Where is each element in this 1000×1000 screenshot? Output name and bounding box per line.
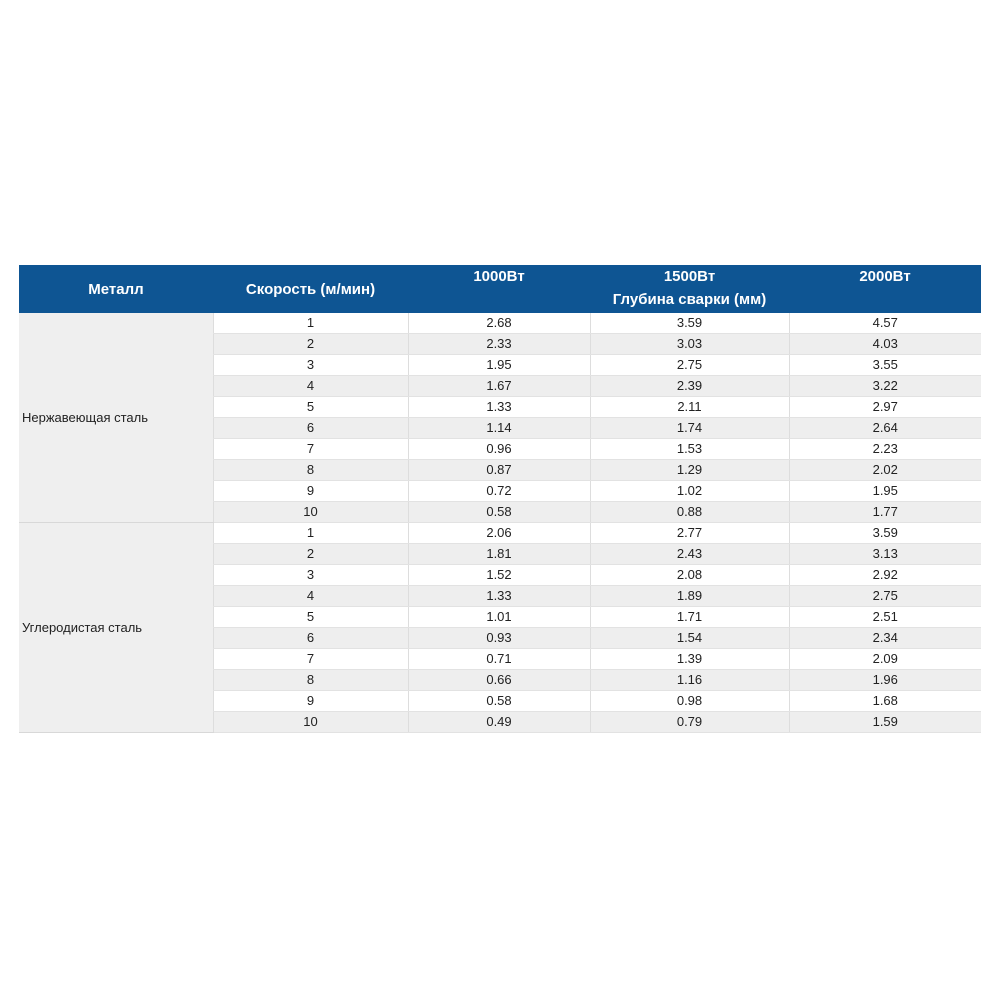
metal-cell: Углеродистая сталь bbox=[19, 523, 213, 733]
depth-2000-cell: 4.03 bbox=[789, 334, 981, 355]
depth-2000-cell: 3.13 bbox=[789, 544, 981, 565]
table-header-row bbox=[19, 265, 981, 313]
depth-1500-cell: 1.29 bbox=[590, 460, 789, 481]
table-row bbox=[19, 313, 981, 334]
metal-cell: Нержавеющая сталь bbox=[19, 313, 213, 523]
depth-2000-cell: 2.51 bbox=[789, 607, 981, 628]
depth-1500-cell: 0.98 bbox=[590, 691, 789, 712]
speed-cell: 1 bbox=[213, 313, 408, 334]
header-power-1500 bbox=[590, 265, 789, 313]
depth-1500-cell: 2.08 bbox=[590, 565, 789, 586]
depth-1000-cell: 0.87 bbox=[408, 460, 590, 481]
depth-1500-cell: 1.02 bbox=[590, 481, 789, 502]
speed-cell: 10 bbox=[213, 502, 408, 523]
header-metal: Металл bbox=[19, 265, 213, 313]
speed-cell: 3 bbox=[213, 565, 408, 586]
header-depth-label: Глубина сварки (мм) bbox=[612, 291, 767, 308]
speed-cell: 7 bbox=[213, 439, 408, 460]
depth-2000-cell: 1.68 bbox=[789, 691, 981, 712]
depth-1500-cell: 1.89 bbox=[590, 586, 789, 607]
depth-1500-cell: 3.59 bbox=[590, 313, 789, 334]
depth-2000-cell: 1.77 bbox=[789, 502, 981, 523]
depth-1500-cell: 1.53 bbox=[590, 439, 789, 460]
depth-2000-cell: 3.22 bbox=[789, 376, 981, 397]
depth-2000-cell: 1.95 bbox=[789, 481, 981, 502]
depth-1500-cell: 1.16 bbox=[590, 670, 789, 691]
depth-1500-cell: 1.39 bbox=[590, 649, 789, 670]
depth-1000-cell: 0.58 bbox=[408, 502, 590, 523]
depth-2000-cell: 2.23 bbox=[789, 439, 981, 460]
depth-1000-cell: 0.93 bbox=[408, 628, 590, 649]
depth-1000-cell: 0.66 bbox=[408, 670, 590, 691]
speed-cell: 1 bbox=[213, 523, 408, 544]
table-row bbox=[19, 523, 981, 544]
header-power-2000-label: 2000Вт bbox=[859, 268, 911, 285]
depth-2000-cell: 3.55 bbox=[789, 355, 981, 376]
depth-1000-cell: 1.95 bbox=[408, 355, 590, 376]
depth-1500-cell: 1.54 bbox=[590, 628, 789, 649]
speed-cell: 8 bbox=[213, 670, 408, 691]
depth-1500-cell: 2.39 bbox=[590, 376, 789, 397]
depth-1000-cell: 2.33 bbox=[408, 334, 590, 355]
depth-1000-cell: 2.68 bbox=[408, 313, 590, 334]
depth-2000-cell: 2.75 bbox=[789, 586, 981, 607]
welding-depth-table bbox=[19, 265, 981, 733]
depth-1000-cell: 1.01 bbox=[408, 607, 590, 628]
depth-2000-cell: 2.92 bbox=[789, 565, 981, 586]
depth-1000-cell: 1.67 bbox=[408, 376, 590, 397]
depth-2000-cell: 1.59 bbox=[789, 712, 981, 733]
depth-1000-cell: 1.33 bbox=[408, 397, 590, 418]
depth-1500-cell: 2.43 bbox=[590, 544, 789, 565]
speed-cell: 3 bbox=[213, 355, 408, 376]
depth-1000-cell: 2.06 bbox=[408, 523, 590, 544]
speed-cell: 5 bbox=[213, 607, 408, 628]
speed-cell: 2 bbox=[213, 334, 408, 355]
depth-1000-cell: 1.14 bbox=[408, 418, 590, 439]
depth-1500-cell: 2.77 bbox=[590, 523, 789, 544]
depth-1500-cell: 2.11 bbox=[590, 397, 789, 418]
speed-cell: 8 bbox=[213, 460, 408, 481]
depth-2000-cell: 3.59 bbox=[789, 523, 981, 544]
header-speed: Скорость (м/мин) bbox=[213, 265, 408, 313]
speed-cell: 5 bbox=[213, 397, 408, 418]
depth-1000-cell: 0.96 bbox=[408, 439, 590, 460]
table-body bbox=[19, 313, 981, 733]
speed-cell: 2 bbox=[213, 544, 408, 565]
depth-1000-cell: 0.49 bbox=[408, 712, 590, 733]
header-power-1500-label: 1500Вт bbox=[663, 268, 716, 285]
speed-cell: 9 bbox=[213, 481, 408, 502]
speed-cell: 6 bbox=[213, 628, 408, 649]
depth-1500-cell: 0.79 bbox=[590, 712, 789, 733]
speed-cell: 9 bbox=[213, 691, 408, 712]
header-power-1000-label: 1000Вт bbox=[473, 268, 525, 285]
depth-2000-cell: 1.96 bbox=[789, 670, 981, 691]
depth-2000-cell: 2.64 bbox=[789, 418, 981, 439]
depth-2000-cell: 2.02 bbox=[789, 460, 981, 481]
header-power-2000 bbox=[789, 265, 981, 313]
depth-1500-cell: 0.88 bbox=[590, 502, 789, 523]
depth-1000-cell: 1.52 bbox=[408, 565, 590, 586]
depth-1500-cell: 1.74 bbox=[590, 418, 789, 439]
depth-2000-cell: 2.34 bbox=[789, 628, 981, 649]
speed-cell: 4 bbox=[213, 376, 408, 397]
depth-1500-cell: 2.75 bbox=[590, 355, 789, 376]
speed-cell: 6 bbox=[213, 418, 408, 439]
depth-2000-cell: 2.09 bbox=[789, 649, 981, 670]
depth-1000-cell: 1.81 bbox=[408, 544, 590, 565]
speed-cell: 4 bbox=[213, 586, 408, 607]
depth-2000-cell: 4.57 bbox=[789, 313, 981, 334]
header-power-1000 bbox=[408, 265, 590, 313]
depth-1500-cell: 3.03 bbox=[590, 334, 789, 355]
speed-cell: 7 bbox=[213, 649, 408, 670]
depth-1000-cell: 1.33 bbox=[408, 586, 590, 607]
speed-cell: 10 bbox=[213, 712, 408, 733]
depth-1500-cell: 1.71 bbox=[590, 607, 789, 628]
depth-1000-cell: 0.58 bbox=[408, 691, 590, 712]
depth-1000-cell: 0.71 bbox=[408, 649, 590, 670]
depth-2000-cell: 2.97 bbox=[789, 397, 981, 418]
depth-1000-cell: 0.72 bbox=[408, 481, 590, 502]
welding-depth-table-container bbox=[19, 265, 981, 733]
